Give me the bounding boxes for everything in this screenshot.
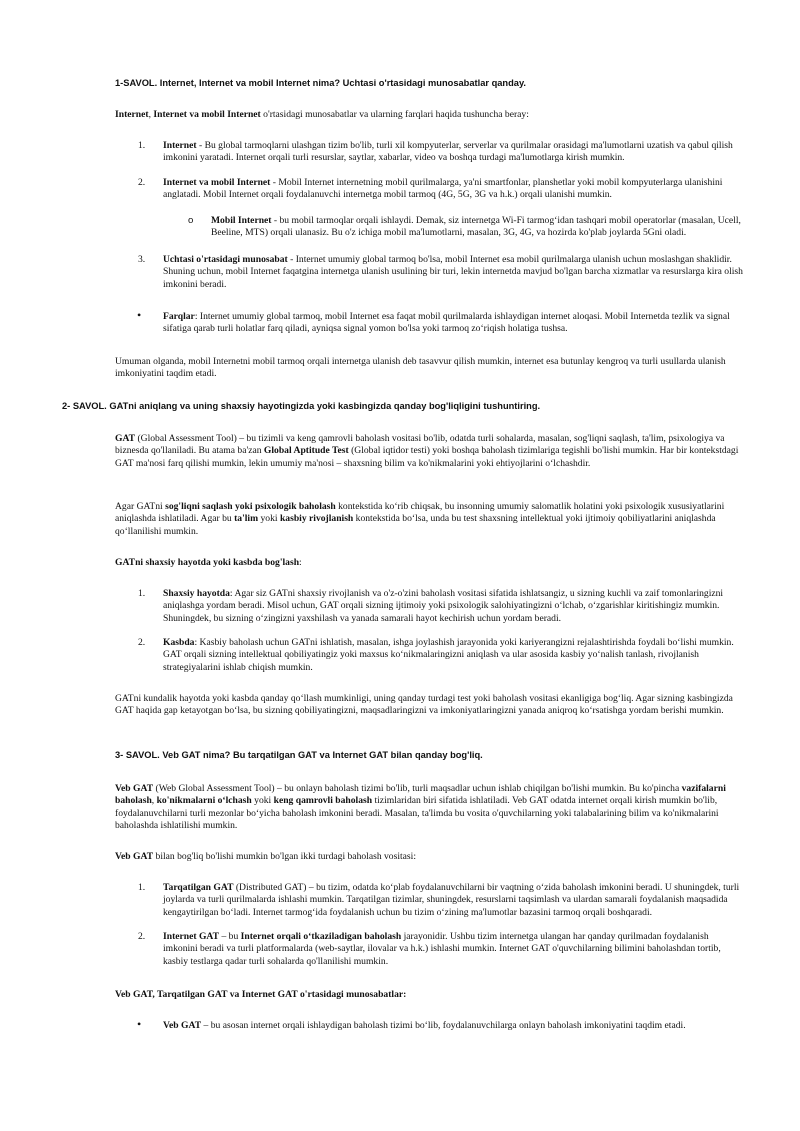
q3-p1-bold-2: vazifalarni baholash xyxy=(115,783,726,807)
q2-item-2-bold: Kasbda xyxy=(163,637,195,648)
q2-item-1-number: 1. xyxy=(138,588,146,599)
q1-item-3-bold: Uchtasi o'rtasidagi munosabat xyxy=(163,254,288,265)
q3-p1-text-1: (Web Global Assessment Tool) – bu onlayn baholash tizimi bo'lib, turli maqsadlar uchun ishlab chiqilgan bo'lishi mumkin. Bu ko'pincha xyxy=(153,783,682,794)
q3-item-1-number: 1. xyxy=(138,882,146,893)
q2-closing: GATni kundalik hayotda yoki kasbda qanday qo‘llash mumkinligi, uning qanday turdagi test yoki baholash vositasi ekanligiga bog‘liq. Agar sizning kasbingizda GAT haqida gap ketayotgan bo‘lsa, bu sizning qobiliyatingizni, maqsadlaringizni va imkoniyatlaringizni yanada aniqroq ko‘rsatishga yordam berishi mumkin. xyxy=(115,693,733,717)
q2-p1-text-2: (Global iqtidor testi) yoki boshqa baholash tizimlariga tegishli bo'lishi mumkin. Har bir kontekstdagi GAT ma'nosi farq qilishi mumkin, lekin umumiy ma'nosi – shaxsning bilim va ko'nikmalarini yoki ehtiyojlarini o‘lchashdir. xyxy=(115,445,739,469)
q1-summary: Umuman olganda, mobil Internetni mobil tarmoq orqali internetga ulanish deb tasavvur qilish mumkin, internet esa butunlay kengroq va turli usullarda ulanish imkoniyatini taqdim etadi. xyxy=(115,356,726,380)
q1-sub-list-item xyxy=(211,215,745,240)
q1-item-2-number: 2. xyxy=(138,177,146,188)
q2-p2-text-3: kontekstida bo‘lsa, unda bu test shaxsning intellektual yoki ijtimoiy qobiliyatlarini aniqlashda qo‘llanilishi mumkin. xyxy=(115,513,716,537)
q1-list-item xyxy=(163,140,745,165)
q1-item-3-text: - Internet umumiy global tarmoq bo'lsa, mobil Internet esa mobil qurilmalarga ulanish uchun moslashgan shaklidir. Shuning uchun, mobil Internet faqatgina internetga ulanish usulining bir turi, lekin internetda mavjud bo'lgan barcha xizmatlar va resurslarga kira olish imkonini beradi. xyxy=(163,254,743,290)
q3-bullet-item xyxy=(163,1020,745,1032)
q3-paragraph-2 xyxy=(115,851,745,863)
q3-item-1-bold: Tarqatilgan GAT xyxy=(163,882,234,893)
q3-item-2-bold-2: Internet orqali o‘tkaziladigan baholash xyxy=(240,931,402,942)
q2-item-2-text: : Kasbiy baholash uchun GATni ishlatish, masalan, ishga joylashish jarayonida yoki kariyerangizni rejalashtirishda foydali bo‘lishi mumkin. GAT orqali sizning intellektual qobiliyatingiz yoki maxsus ko‘nikmalaringizni aniqlash va ular asosida kasbiy yo‘nalish tanlash, rivojlanish strategiyalarini ishlab chiqish mumkin. xyxy=(163,637,734,673)
q1-subitem-bold: Mobil Internet xyxy=(211,215,272,226)
q2-list-item xyxy=(163,588,745,625)
q1-bullet-marker: • xyxy=(137,308,142,322)
q1-item-2-text: - Mobil Internet internetning mobil qurilmalarga, ya'ni smartfonlar, planshetlar yoki mobil kompyuterlarga ulanishini anglatadi. Mobil Internet orqali foydalanuvchi internetga mobil tarmoq (4G, 5G, 3G va h.k.) orqali ulanishi mumkin. xyxy=(163,177,723,201)
q2-p1-text-1: (Global Assessment Tool) – bu tizimli va keng qamrovli baholash vositasi bo'lib, odatda turli sohalarda, masalan, sog'liqni saqlash, ta'lim, psixologiya va biznesda qo'llaniladi. Bu atama ba'zan xyxy=(115,433,725,457)
q1-item-3-number: 3. xyxy=(138,254,146,265)
q2-subheading-colon: : xyxy=(299,557,302,568)
q1-bullet-text: : Internet umumiy global tarmoq, mobil Internet esa faqat mobil qurilmalarda ishlaydigan internet aloqasi. Mobil Internetda tezlik va signal sifatiga qarab turli holatlar farq qiladi, ayniqsa signal yomon bo'lsa yoki tarmoq zo‘riqish holatiga tushsa. xyxy=(163,311,730,335)
q2-item-2-number: 2. xyxy=(138,637,146,648)
q3-p1-bold-3: ko'nikmalarni o‘lchash xyxy=(156,795,252,807)
q3-heading: 3- SAVOL. Veb GAT nima? Bu tarqatilgan GAT va Internet GAT bilan qanday bog'liq. xyxy=(115,750,483,760)
q1-heading: 1-SAVOL. Internet, Internet va mobil Internet nima? Uchtasi o'rtasidagi munosabatlar qanday. xyxy=(115,78,527,88)
q3-bullet-text: – bu asosan internet orqali ishlaydigan baholash tizimi bo‘lib, foydalanuvchilarga onlayn baholash imkoniyatini taqdim etadi. xyxy=(201,1020,686,1031)
q2-list-item xyxy=(163,637,745,674)
q3-item-2-number: 2. xyxy=(138,931,146,942)
q3-p2-bold: Veb GAT xyxy=(115,851,154,862)
q1-intro-bold-2: Internet va mobil Internet xyxy=(153,109,261,120)
q1-item-1-number: 1. xyxy=(138,140,146,151)
q3-p1-text-3: yoki xyxy=(251,795,274,807)
q1-item-1-text: - Bu global tarmoqlarni ulashgan tizim bo'lib, turli xil kompyuterlar, serverlar va qurilmalar orasidagi ma'lumotlarni uzatish va qabul qilish imkonini yaratadi. Internet orqali turli resurslar, saytlar, xabarlar, video va boshqa turdagi ma'lumotlarga kirish mumkin. xyxy=(163,140,733,164)
q1-intro-text-1: , xyxy=(148,109,154,120)
q2-p2-bold-1: sog'liqni saqlash yoki psixologik baholash xyxy=(165,501,336,512)
q3-p1-bold-1: Veb GAT xyxy=(115,783,154,794)
q2-paragraph-2 xyxy=(115,501,745,538)
q1-list-item xyxy=(163,254,745,291)
q2-heading: 2- SAVOL. GATni aniqlang va uning shaxsiy hayotingizda yoki kasbingizda qanday bog'liqligini tushuntiring. xyxy=(62,401,541,411)
q1-intro-text-2: o'rtasidagi munosabatlar va ularning farqlari haqida tushuncha beray: xyxy=(260,109,529,120)
q1-subitem-text: - bu mobil tarmoqlar orqali ishlaydi. Demak, siz internetga Wi-Fi tarmog‘idan tashqari mobil operatorlar (masalan, Ucell, Beeline, MTS) orqali ulanasiz. Bu o'z ichiga mobil ma'lumotlarni, masalan, 3G, 4G, va hozirda ko'plab joylarda 5Gni oladi. xyxy=(211,215,741,239)
q3-paragraph-1 xyxy=(115,783,745,833)
q2-item-1-bold: Shaxsiy hayotda xyxy=(163,588,230,599)
q3-item-2-bold-1: Internet GAT xyxy=(163,931,220,942)
q2-p2-text-0: Agar GATni xyxy=(115,501,166,512)
q2-p2-bold-2: ta'lim xyxy=(234,513,259,525)
q3-subheading: Veb GAT, Tarqatilgan GAT va Internet GAT o'rtasidagi munosabatlar: xyxy=(115,989,407,1000)
q1-list-item xyxy=(163,177,745,202)
q3-p1-text-4: tizimlaridan biri sifatida ishlatiladi. Veb GAT odatda internet orqali kirish mumkin bo'lib, foydalanuvchilarni turli mezonlar bo‘yicha baholash imkonini beradi. Masalan, ta'limda bu vosita o'quvchilarning yoki talabalarining bilim va ko'nikmalarini baholashda ishlatilishi mumkin. xyxy=(115,795,719,832)
q1-item-2-bold: Internet va mobil Internet xyxy=(163,177,271,188)
q3-item-2-text-1: – bu xyxy=(219,931,241,942)
q3-list-item xyxy=(163,931,745,968)
q2-subheading xyxy=(115,557,745,569)
q2-p1-bold-2: Global Aptitude Test xyxy=(263,445,349,457)
q3-item-1-text: (Distributed GAT) – bu tizim, odatda ko‘plab foydalanuvchilarni bir vaqtning o‘zida baholash imkonini beradi. U shuningdek, turli joylarda va turli qurilmalarda ishlashi mumkin. Tarqatilgan tizimlar, shuningdek, resurslarni taqsimlash va ulardan samarali foydalanish maqsadida kengaytirilgan bo‘ladi. Internet tarmog‘ida foydalanish uchun bu tizim o‘zining ma'lumotlar bazasini tarmoq orqali boshqaradi. xyxy=(163,882,740,918)
q1-bullet-item xyxy=(163,311,745,336)
q3-p1-text-2: , xyxy=(151,795,157,807)
q2-item-1-text: : Agar siz GATni shaxsiy rivojlanish va o'z-o'zini baholash vositasi sifatida ishlatsangiz, u sizning kuchli va zaif tomonlaringizni aniqlashga yordam beradi. Misol uchun, GAT orqali sizning ijtimoiy yoki psixologik salohiyatingizni o‘lchab, o‘zgarishlar kiritishingiz mumkin. Shuningdek, bu sizning o‘zingizni yaxshilash va yanada samarali hayot kechirish uchun yordam beradi. xyxy=(163,588,724,624)
q2-paragraph-1 xyxy=(115,433,745,470)
q3-list-item xyxy=(163,882,745,919)
q1-intro-bold-1: Internet xyxy=(115,109,149,120)
q2-subheading-bold: GATni shaxsiy hayotda yoki kasbda bog'lash xyxy=(115,557,300,568)
q2-p2-text-1: kontekstida ko‘rib chiqsak, bu insonning umumiy salomatlik holatini yoki psixologik xususiyatlarini aniqlashda ishlatiladi. Agar bu xyxy=(115,501,725,525)
q3-item-2-text-2: jarayonidir. Ushbu tizim internetga ulangan har qanday qurilmadan foydalanish imkonini beradi va turli platformalarda (web-saytlar, ilovalar va h.k.) ishlashi mumkin. Internet GAT o'quvchilarning bilimini baholashdan tortib, kasbiy testlarga qadar turli sohalarda qo'llanilishi mumkin. xyxy=(163,931,721,967)
q3-p2-text: bilan bog'liq bo'lishi mumkin bo'lgan ikki turdagi baholash vositasi: xyxy=(153,851,416,862)
q1-intro xyxy=(115,109,755,121)
q3-bullet-marker: • xyxy=(137,1017,142,1031)
q3-p1-bold-4: keng qamrovli baholash xyxy=(273,795,373,807)
q2-p2-text-2: yoki xyxy=(258,513,280,525)
q3-bullet-bold: Veb GAT xyxy=(163,1020,202,1031)
q1-bullet-bold: Farqlar xyxy=(163,311,195,322)
q2-p2-bold-3: kasbiy rivojlanish xyxy=(279,513,354,525)
q1-item-1-bold: Internet xyxy=(163,140,197,151)
q1-subitem-marker: o xyxy=(188,215,194,226)
q2-p1-bold-1: GAT xyxy=(115,433,136,444)
